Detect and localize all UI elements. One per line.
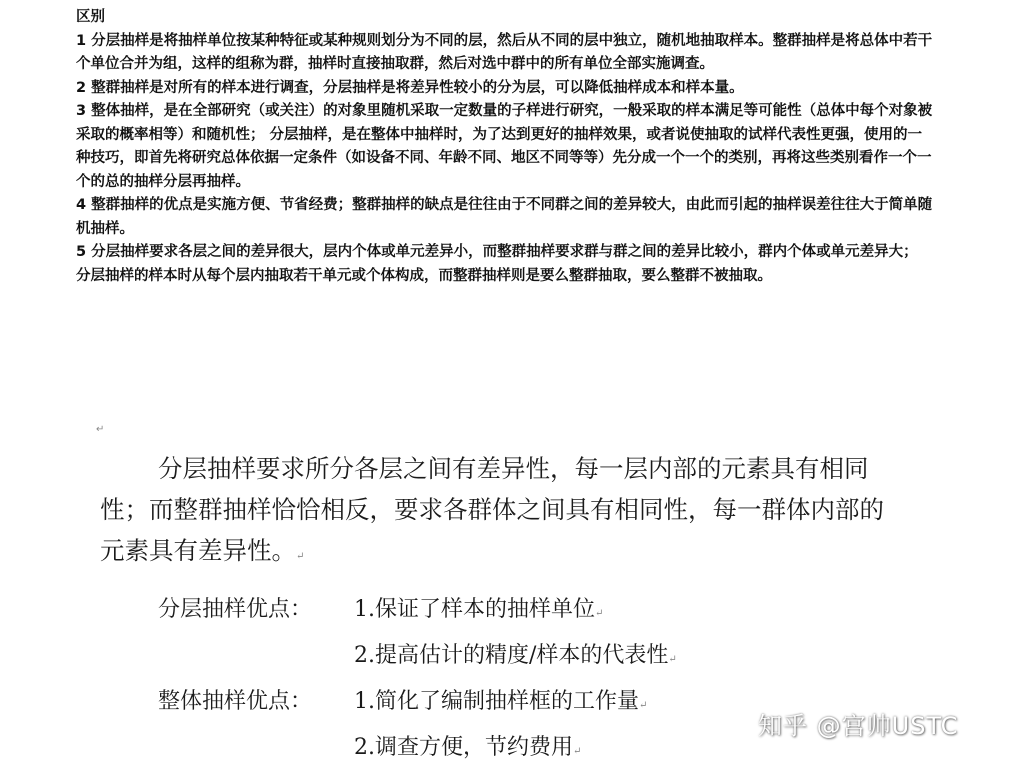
difference-point-2: 2 整群抽样是对所有的样本进行调查，分层抽样是将差异性较小的分为层，可以降低抽样成本和样本量。: [76, 79, 744, 96]
paragraph-mark-icon: ↵: [96, 424, 105, 435]
cluster-advantage-1: 1.简化了编制抽样框的工作量: [354, 689, 639, 714]
zhihu-watermark: 知乎 @宫帅USTC: [758, 712, 959, 740]
paragraph-mark-icon: ↵: [595, 608, 604, 619]
sampling-comparison-text: 分层抽样要求所分各层之间有差异性，每一层内部的元素具有相同性；而整群抽样恰恰相反，要求各群体之间具有相同性，每一群体内部的元素具有差异性。: [100, 454, 884, 565]
cluster-advantages-label: 整体抽样优点：: [158, 689, 313, 714]
difference-point-1: 1 分层抽样是将抽样单位按某种特征或某种规则划分为不同的层，然后从不同的层中独立，随机地抽取样本。整群抽样是将总体中若干个单位合并为组，这样的组称为群，抽样时直接抽取群，然后对选中群中的所有单位全部实施调查。: [76, 32, 933, 72]
stratified-advantage-2: 2.提高估计的精度/样本的代表性: [354, 643, 669, 668]
paragraph-mark-icon: ↵: [639, 700, 648, 711]
cluster-advantage-2: 2.调查方便，节约费用: [354, 735, 573, 760]
stratified-advantage-1: 1.保证了样本的抽样单位: [354, 597, 595, 622]
section-heading: 区别: [76, 9, 105, 25]
sampling-comparison-paragraph: [100, 448, 890, 577]
stratified-advantages-label: 分层抽样优点：: [158, 597, 313, 622]
paragraph-mark-icon: ↵: [668, 654, 677, 665]
paragraph-mark-icon: ↵: [573, 746, 582, 757]
difference-point-5: 5 分层抽样要求各层之间的差异很大，层内个体或单元差异小，而整群抽样要求群与群之间的差异比较小，群内个体或单元差异大； 分层抽样的样本时从每个层内抽取若干单元或个体构成，而整群抽样则是要么整群抽取，要么整群不被抽取。: [76, 244, 918, 284]
difference-point-3: 3 整体抽样，是在全部研究（或关注）的对象里随机采取一定数量的子样进行研究，一般采取的样本满足等可能性（总体中每个对象被采取的概率相等）和随机性； 分层抽样，是在整体中抽样时，为了达到更好的抽样效果，或者说使抽取的试样代表性更强，使用的一种技巧，即首先将研究总体依据一定条件（如设备不同、年龄不同、地区不同等等）先分成一个一个的类别，再将这些类别看作一个一个的总的抽样分层再抽样。: [76, 103, 933, 190]
difference-point-4: 4 整群抽样的优点是实施方便、节省经费；整群抽样的缺点是往往由于不同群之间的差异较大，由此而引起的抽样误差往往大于简单随机抽样。: [76, 197, 933, 237]
differences-section: [76, 6, 936, 288]
paragraph-mark-icon: ↵: [296, 551, 305, 562]
